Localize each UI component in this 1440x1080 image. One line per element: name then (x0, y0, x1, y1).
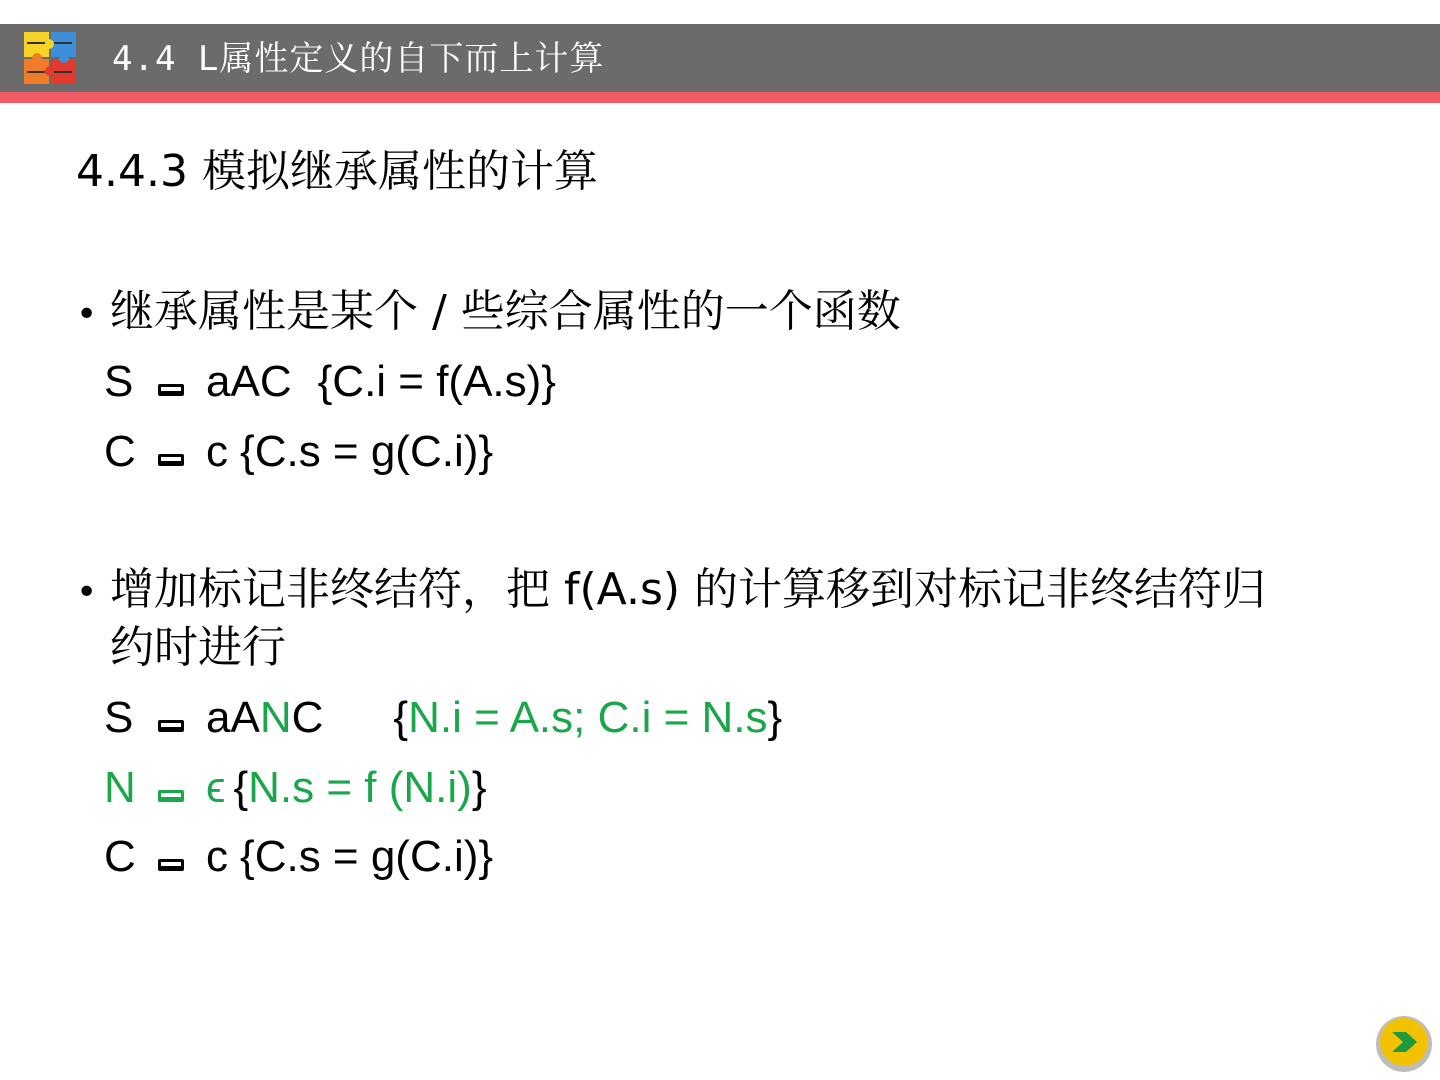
bullet-dot: • (76, 572, 98, 613)
bullet-dot: • (76, 294, 98, 335)
production-action: {C.s = g(C.i)} (240, 427, 494, 476)
header-stripe (0, 92, 1440, 103)
derives-arrow-icon (158, 720, 184, 732)
bullet-1 (76, 283, 901, 344)
section-title: 4.4.3 模拟继承属性的计算 (76, 146, 598, 197)
production-action: {C.i = f(A.s)} (317, 357, 557, 406)
action-close-brace: } (471, 763, 487, 812)
derives-arrow-icon (158, 384, 184, 396)
production-action: N.i = A.s; C.i = N.s (408, 693, 768, 742)
production-2-1 (104, 690, 782, 746)
production-1-1 (104, 354, 556, 410)
bullet-2-continuation: 约时进行 (110, 622, 286, 673)
production-lhs: S (104, 693, 134, 742)
next-slide-button[interactable] (1376, 1016, 1432, 1072)
action-close-brace: } (767, 693, 783, 742)
header-title: 4.4 L属性定义的自下而上计算 (112, 39, 605, 79)
production-action: N.s = f (N.i) (248, 763, 472, 812)
production-2-2 (104, 760, 487, 816)
production-1-2 (104, 424, 493, 480)
bullet-2-text-line1: 增加标记非终结符，把 f(A.s) 的计算移到对标记非终结符归 (110, 564, 1267, 615)
next-button-face[interactable] (1380, 1018, 1428, 1066)
production-rhs: c (206, 832, 228, 881)
bullet-1-text: 继承属性是某个 / 些综合属性的一个函数 (110, 286, 901, 337)
production-lhs: C (104, 832, 136, 881)
production-2-3 (104, 829, 493, 885)
derives-arrow-icon (158, 790, 184, 802)
production-lhs: N (104, 763, 136, 812)
production-rhs: aAC (206, 357, 292, 406)
production-lhs: S (104, 357, 134, 406)
production-action: {C.s = g(C.i)} (240, 832, 494, 881)
marker-nonterminal: N (259, 693, 292, 742)
bullet-2 (76, 561, 1266, 622)
puzzle-logo-icon (22, 29, 78, 87)
derives-arrow-icon (158, 859, 184, 871)
derives-arrow-icon (158, 454, 184, 466)
production-rhs-prefix: aA (206, 693, 260, 742)
production-rhs-suffix: C (291, 693, 324, 742)
action-open-brace: { (233, 763, 249, 812)
production-rhs: ϵ (206, 763, 226, 812)
production-lhs: C (104, 427, 136, 476)
production-rhs: c (206, 427, 228, 476)
action-open-brace: { (393, 693, 409, 742)
chevron-right-icon (1380, 1018, 1428, 1066)
